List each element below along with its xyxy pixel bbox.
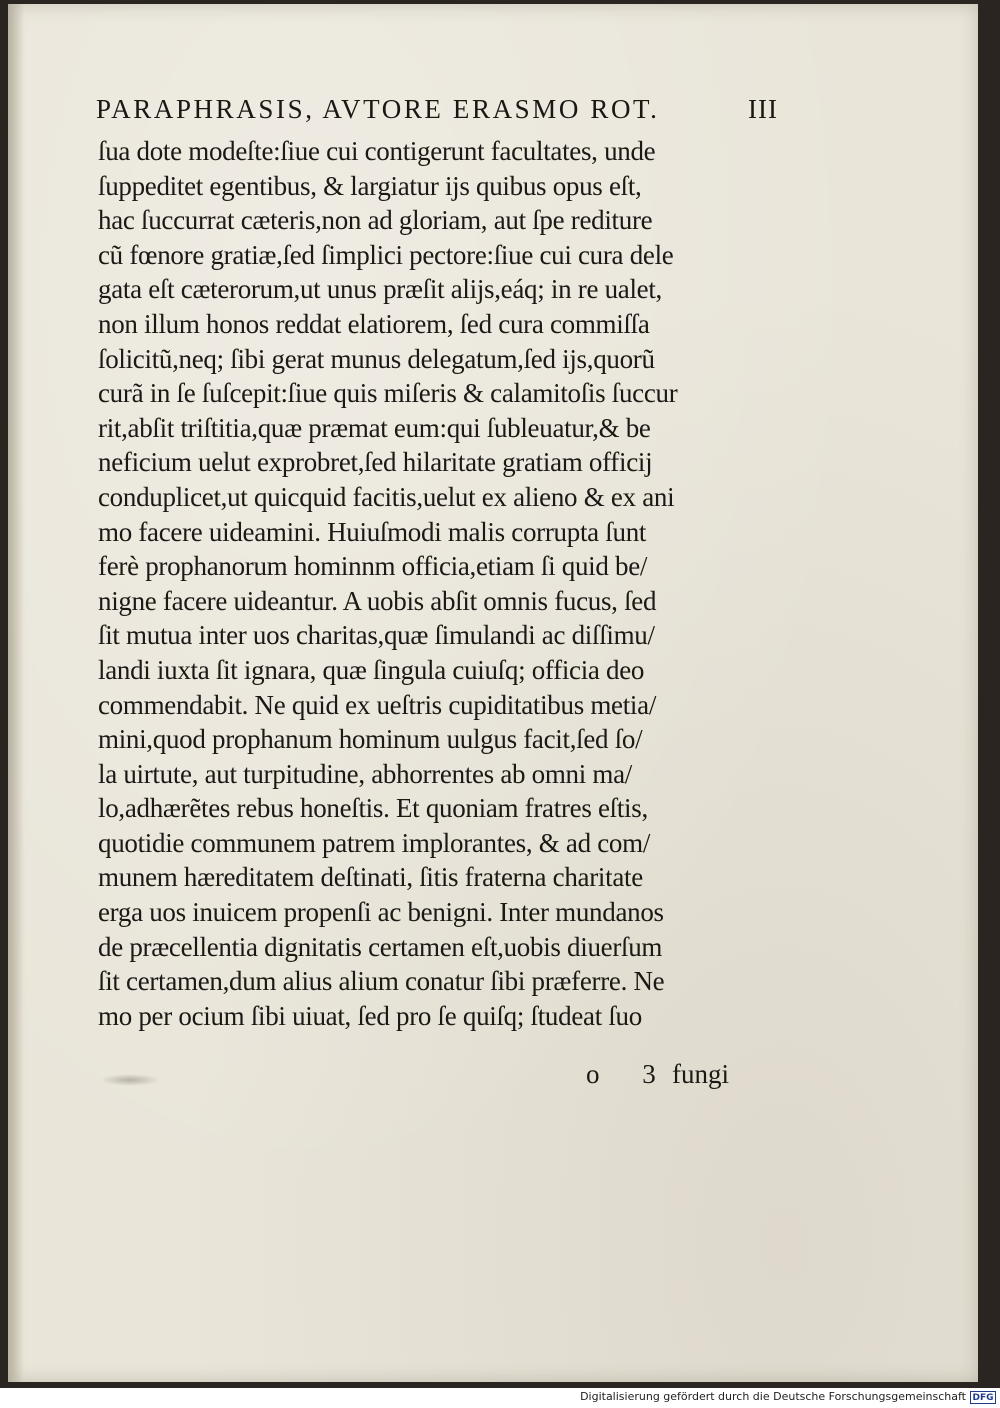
credit-text: Digitalisierung gefördert durch die Deutsche Forschungsgemeinschaft xyxy=(580,1390,966,1403)
text-line: mo per ocium ſibi uiuat, ſed pro ſe quiſq; ſtudeat ſuo xyxy=(98,1000,642,1031)
text-line: neficium uelut exprobret,ſed hilaritate gratiam officij xyxy=(98,447,653,478)
text-line: mo facere uideamini. Huiuſmodi malis corrupta ſunt xyxy=(98,516,647,547)
text-line: lo,adhærẽtes rebus honeſtis. Et quoniam fratres eſtis, xyxy=(98,793,648,824)
text-line: non illum honos reddat elatiorem, ſed cura commiſſa xyxy=(98,308,650,339)
running-head-title: PARAPHRASIS, AVTORE ERASMO ROT. xyxy=(96,94,660,124)
text-line: rit,abſit triſtitia,quæ præmat eum:qui ſubleuatur,& be xyxy=(98,412,651,443)
running-head xyxy=(96,94,796,130)
folio-number: III xyxy=(748,94,778,124)
text-line: ſit mutua inter uos charitas,quæ ſimulandi ac diſſimu/ xyxy=(98,620,655,651)
credit-bar xyxy=(0,1388,1000,1408)
text-line: commendabit. Ne quid ex ueſtris cupiditatibus metia/ xyxy=(98,689,657,720)
dfg-logo: DFG xyxy=(970,1391,996,1404)
book-page xyxy=(8,4,978,1382)
text-line: mini,quod prophanum hominum uulgus facit,ſed ſo/ xyxy=(98,724,643,755)
page-gutter-shadow xyxy=(8,4,24,1382)
text-line: landi iuxta ſit ignara, quæ ſingula cuiuſq; officia deo xyxy=(98,654,645,685)
text-line: ſua dote modeſte:ſiue cui contigerunt facultates, unde xyxy=(98,136,656,166)
text-line: ſuppeditet egentibus, & largiatur ijs quibus opus eſt, xyxy=(98,170,642,201)
signature-mark: o 3 xyxy=(586,1059,674,1089)
body-text xyxy=(98,134,758,1033)
text-line: ferè prophanorum hominnm officia,etiam ſi quid be/ xyxy=(98,551,648,582)
text-line: ſolicitũ,neq; ſibi gerat munus delegatum,ſed ijs,quorũ xyxy=(98,343,655,374)
catchword: fungi xyxy=(672,1059,729,1089)
text-line: curã in ſe ſuſcepit:ſiue quis miſeris & calamitoſis ſuccur xyxy=(98,378,678,409)
ink-smudge xyxy=(100,1074,160,1086)
text-line: erga uos inuicem propenſi ac benigni. Inter mundanos xyxy=(98,897,664,928)
text-line: nigne facere uideantur. A uobis abſit omnis fucus, ſed xyxy=(98,585,657,616)
text-line: munem hæreditatem deſtinati, ſitis fraterna charitate xyxy=(98,862,643,893)
text-line: conduplicet,ut quicquid facitis,uelut ex alieno & ex ani xyxy=(98,481,675,512)
text-line: hac ſuccurrat cæteris,non ad gloriam, aut ſpe rediture xyxy=(98,205,653,236)
text-line: quotidie communem patrem implorantes, & ad com/ xyxy=(98,827,651,858)
text-line: ſit certamen,dum alius alium conatur ſibi præferre. Ne xyxy=(98,966,665,997)
text-line: de præcellentia dignitatis certamen eſt,uobis diuerſum xyxy=(98,931,663,962)
text-line: la uirtute, aut turpitudine, abhorrentes ab omni ma/ xyxy=(98,758,632,789)
text-line: cũ fœnore gratiæ,ſed ſimplici pectore:ſiue cui cura dele xyxy=(98,239,674,270)
text-line: gata eſt cæterorum,ut unus præſit alijs,eáq; in re ualet, xyxy=(98,274,662,305)
